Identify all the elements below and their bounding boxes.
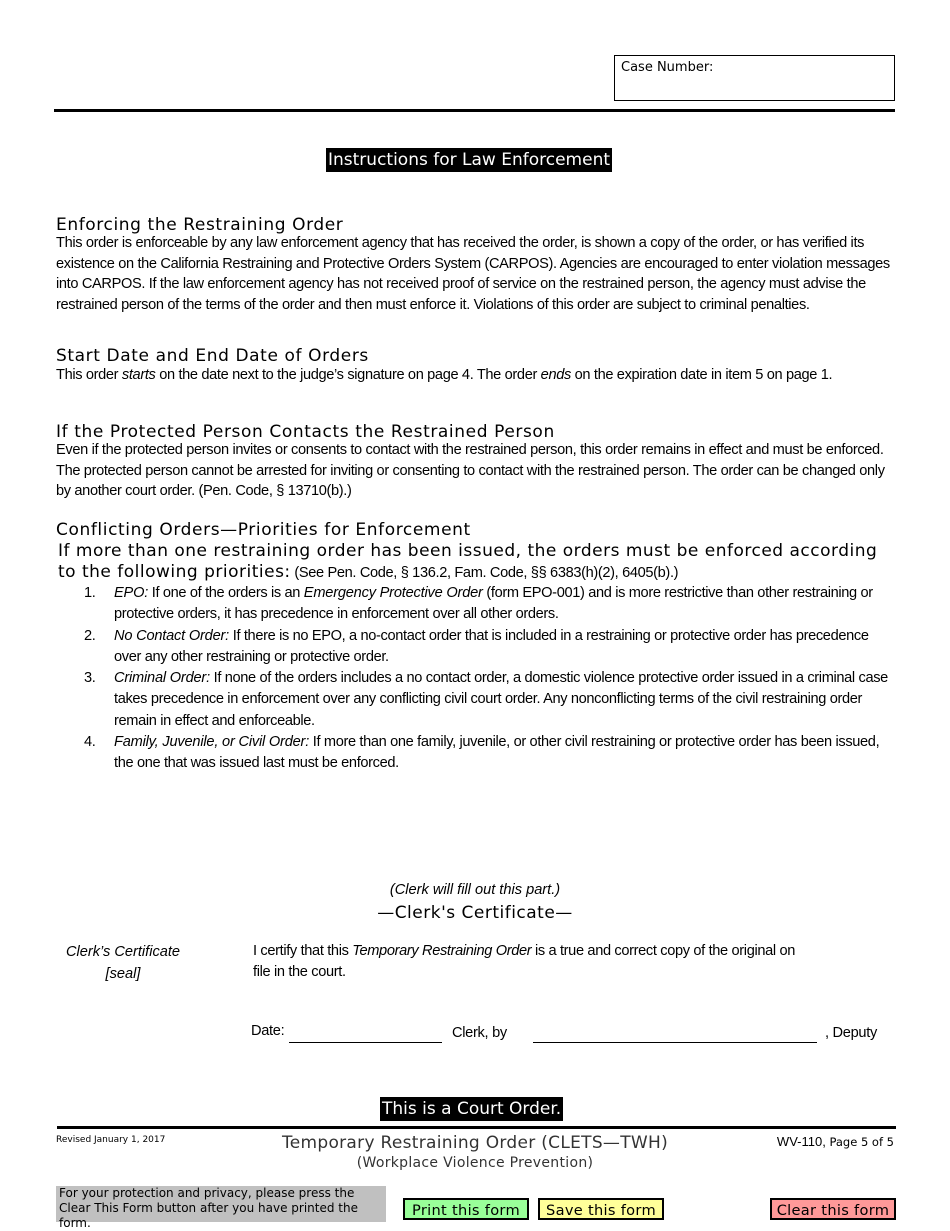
form-subtitle: (Workplace Violence Prevention) xyxy=(356,1155,594,1171)
clerk-note: (Clerk will fill out this part.) xyxy=(389,882,561,898)
priority-item-family: 4. Family, Juvenile, or Civil Order: If more than one family, juvenile, or other civil restraining or protective order has been issued, the one that was issued last must be enforced. xyxy=(84,734,880,772)
bottom-divider xyxy=(57,1126,896,1129)
section-heading-dates: Start Date and End Date of Orders xyxy=(56,346,369,366)
court-order-banner: This is a Court Order. xyxy=(382,1099,562,1119)
seal-label: [seal] xyxy=(105,966,141,982)
clerk-certificate-heading: —Clerk's Certificate— xyxy=(377,903,573,923)
priority-item-criminal: 3. Criminal Order: If none of the orders includes a no contact order, a domestic violence protective order issued in a criminal case takes precedence in enforcement over any conflicting civil court order. Any nonconflicting terms of the civil restraining order remain in effect and enforceable. xyxy=(84,670,888,729)
form-number: WV-110, xyxy=(776,1134,826,1149)
clerk-by-label: Clerk, by xyxy=(452,1025,507,1041)
seal-title: Clerk’s Certificate xyxy=(65,944,181,960)
case-number-box[interactable] xyxy=(614,55,895,101)
revised-date: Revised January 1, 2017 xyxy=(56,1135,166,1145)
save-form-button[interactable]: Save this form xyxy=(538,1198,664,1220)
case-number-label: Case Number: xyxy=(621,60,714,75)
clerk-name-field[interactable] xyxy=(533,1042,817,1043)
date-label: Date: xyxy=(251,1023,285,1039)
priority-list xyxy=(84,583,894,775)
priority-item-no-contact: 2. No Contact Order: If there is no EPO, a no-contact order that is included in a restraining or protective order has precedence over any other restraining or protective order. xyxy=(84,627,869,665)
section-intro-conflicting: If more than one restraining order has been issued, the orders must be enforced according to the following priorities: (See Pen. Code, § 136.2, Fam. Code, §§ 6383(h)(2), 6405(b).) xyxy=(58,541,878,582)
section-body-contact: Even if the protected person invites or consents to contact with the restrained person, this order remains in effect and must be enforced. The protected person cannot be arrested for inviting or consenting to contact with the restrained person. The order can be changed only by another court order. (Pen. Code, § 13710(b).) xyxy=(56,442,885,499)
priority-item-epo: 1. EPO: If one of the orders is an Emergency Protective Order (form EPO-001) and is more restrictive than other restraining or protective orders, it has precedence in enforcement over all other orders. xyxy=(84,585,873,623)
form-id xyxy=(700,1134,894,1149)
section-heading-conflicting: Conflicting Orders—Priorities for Enforcement xyxy=(56,520,471,540)
section-heading-contact: If the Protected Person Contacts the Restrained Person xyxy=(56,422,555,442)
date-field[interactable] xyxy=(289,1042,442,1043)
clear-form-button[interactable]: Clear this form xyxy=(770,1198,896,1220)
section-heading-enforcing: Enforcing the Restraining Order xyxy=(56,215,344,235)
page-number: Page 5 of 5 xyxy=(825,1135,894,1149)
page-title: Instructions for Law Enforcement xyxy=(328,150,611,170)
certification-text: I certify that this Temporary Restraining Order is a true and correct copy of the original on file in the court. xyxy=(253,943,796,980)
clerk-seal-area xyxy=(58,941,188,985)
top-divider xyxy=(54,109,895,112)
privacy-note: For your protection and privacy, please press the Clear This Form button after you have printed the form. xyxy=(56,1186,386,1222)
deputy-label: , Deputy xyxy=(825,1025,877,1041)
section-body-dates: This order starts on the date next to the judge’s signature on page 4. The order ends on the expiration date in item 5 on page 1. xyxy=(56,367,833,383)
section-body-enforcing: This order is enforceable by any law enforcement agency that has received the order, is shown a copy of the order, or has verified its existence on the California Restraining and Protective Orders System (CARPOS). Agencies are encouraged to enter violation messages into CARPOS. If the law enforcement agency has not received proof of service on the restrained person, the agency must advise the restrained person of the terms of the order and then must enforce it. Violations of this order are subject to criminal penalties. xyxy=(56,235,890,313)
form-title: Temporary Restraining Order (CLETS—TWH) xyxy=(281,1133,669,1153)
print-form-button[interactable]: Print this form xyxy=(403,1198,529,1220)
